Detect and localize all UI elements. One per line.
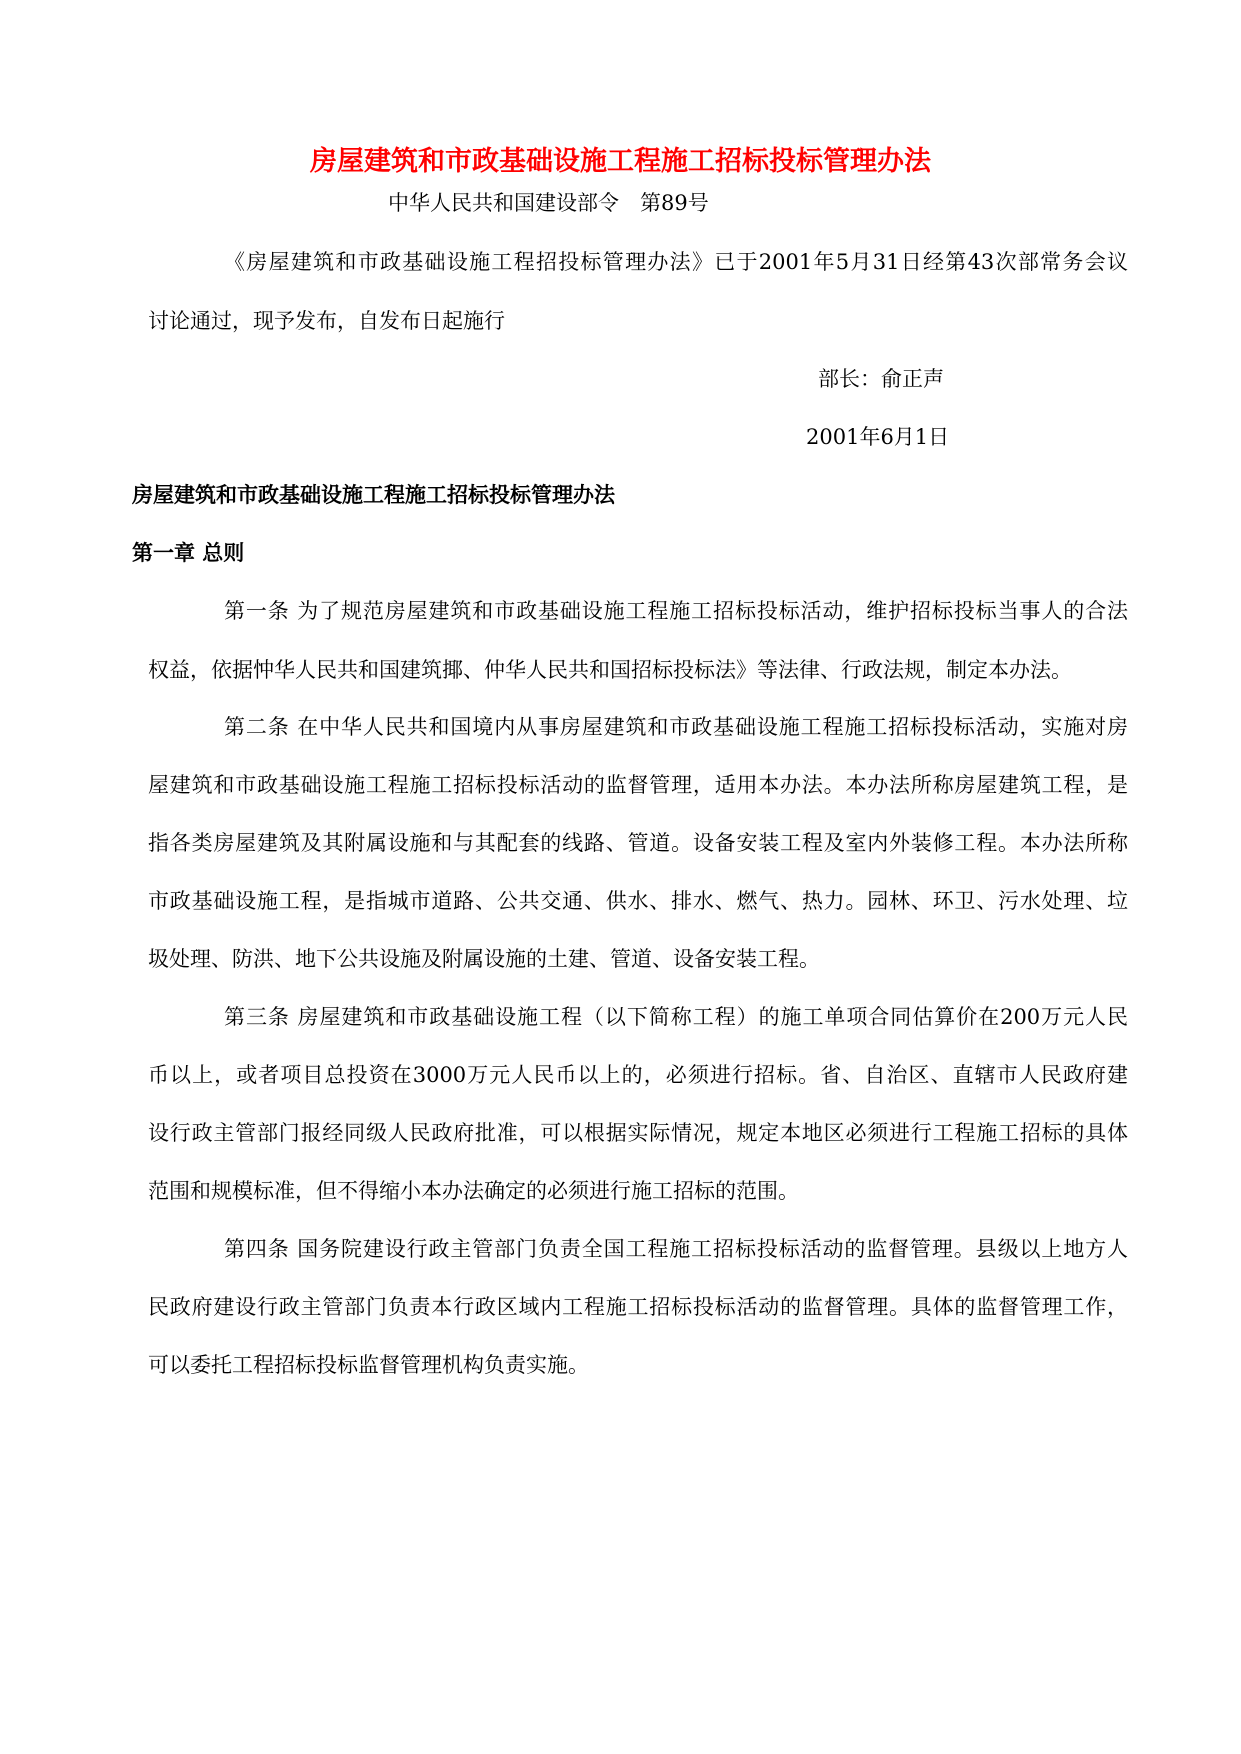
article-1-line: 权益，依据忡华人民共和国建筑揶、仲华人民共和国招标投标法》等法律、行政法规，制定本办法。 — [148, 658, 1072, 682]
article-2-line: 第二条 在中华人民共和国境内从事房屋建筑和市政基础设施工程施工招标投标活动，实施对房 — [224, 715, 1128, 739]
article-3-line: 第三条 房屋建筑和市政基础设施工程（以下简称工程）的施工单项合同估算价在200万元人民 — [224, 1005, 1128, 1029]
section-title: 房屋建筑和市政基础设施工程施工招标投标管理办法 — [132, 483, 615, 507]
article-2-line: 圾处理、防洪、地下公共设施及附属设施的土建、管道、设备安装工程。 — [148, 947, 820, 971]
article-3-line: 范围和规模标准，但不得缩小本办法确定的必须进行施工招标的范围。 — [148, 1179, 799, 1203]
article-4-line: 民政府建设行政主管部门负责本行政区域内工程施工招标投标活动的监督管理。具体的监督管理工作， — [148, 1295, 1128, 1319]
article-1-line: 第一条 为了规范房屋建筑和市政基础设施工程施工招标投标活动，维护招标投标当事人的合法 — [224, 599, 1128, 623]
signature: 部长：俞正声 — [818, 367, 944, 391]
preamble-line: 《房屋建筑和市政基础设施工程招投标管理办法》已于2001年5月31日经第43次部常务会议 — [224, 250, 1128, 274]
document-title: 房屋建筑和市政基础设施工程施工招标投标管理办法 — [310, 146, 931, 177]
article-2-line: 指各类房屋建筑及其附属设施和与其配套的线路、管道。设备安装工程及室内外装修工程。本办法所称 — [148, 831, 1128, 855]
article-2-line: 屋建筑和市政基础设施工程施工招标投标活动的监督管理，适用本办法。本办法所称房屋建筑工程，是 — [148, 773, 1128, 797]
order-number: 中华人民共和国建设部令 第89号 — [388, 191, 709, 215]
article-4-line: 可以委托工程招标投标监督管理机构负责实施。 — [148, 1353, 589, 1377]
article-2-line: 市政基础设施工程，是指城市道路、公共交通、供水、排水、燃气、热力。园林、环卫、污水处理、垃 — [148, 889, 1128, 913]
article-3-line: 币以上，或者项目总投资在3000万元人民币以上的，必须进行招标。省、自治区、直辖市人民政府建 — [148, 1063, 1128, 1087]
article-4-line: 第四条 国务院建设行政主管部门负责全国工程施工招标投标活动的监督管理。县级以上地方人 — [224, 1237, 1128, 1261]
document-date: 2001年6月1日 — [806, 425, 950, 449]
preamble-line: 讨论通过，现予发布，自发布日起施行 — [148, 309, 505, 333]
chapter-heading: 第一章 总则 — [132, 541, 245, 565]
article-3-line: 设行政主管部门报经同级人民政府批准，可以根据实际情况，规定本地区必须进行工程施工招标的具体 — [148, 1121, 1128, 1145]
